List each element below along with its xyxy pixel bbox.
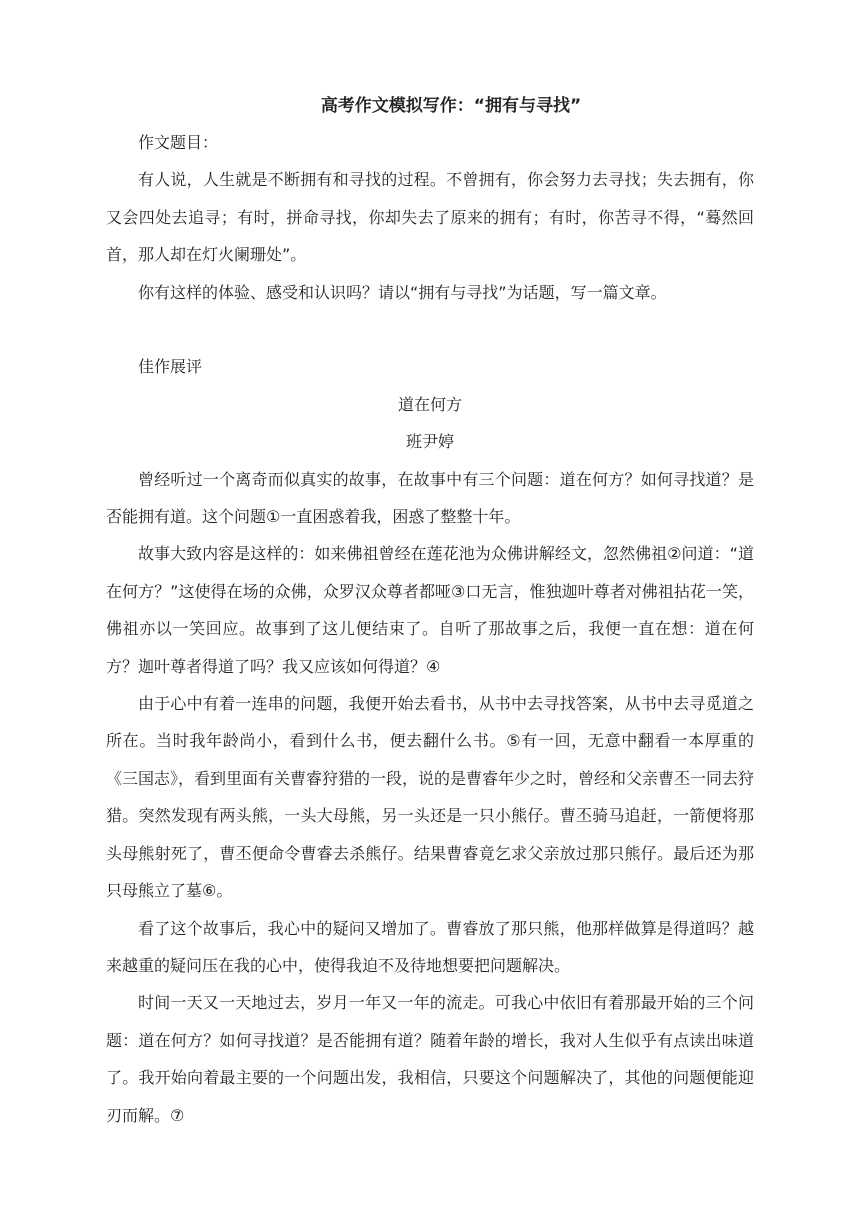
essay-paragraph-3: 由于心中有着一连串的问题，我便开始去看书，从书中去寻找答案，从书中去寻觅道之所在。当时我年龄尚小，看到什么书，便去翻什么书。⑤有一回，无意中翻看一本厚重的《三国志》，看到里面有关曹睿狩猎的一段，说的是曹睿年少之时，曾经和父亲曹丕一同去狩猎。突然发现有两头熊，一头大母熊，另一头还是一只小熊仔。曹丕骑马追赶，一箭便将那头母熊射死了，曹丕便命令曹睿去杀熊仔。结果曹睿竟乞求父亲放过那只熊仔。最后还为那只母熊立了墓⑥。 bbox=[106, 694, 755, 901]
essay-paragraph-5: 时间一天又一天地过去，岁月一年又一年的流走。可我心中依旧有着那最开始的三个问题：道在何方？如何寻找道？是否能拥有道？随着年龄的增长，我对人生似乎有点读出味道了。我开始向着最主要的一个问题出发，我相信，只要这个问题解决了，其他的问题便能迎刃而解。⑦ bbox=[106, 993, 754, 1125]
blank-line bbox=[106, 311, 754, 348]
essay-title: 道在何方 bbox=[397, 394, 462, 414]
document-title: 高考作文模拟写作：“拥有与寻找” bbox=[320, 96, 582, 116]
essay-author: 班尹婷 bbox=[405, 432, 454, 452]
prompt-paragraph-2: 你有这样的体验、感受和认识吗？请以“拥有与寻找”为话题，写一篇文章。 bbox=[138, 282, 667, 302]
prompt-paragraph-1: 有人说，人生就是不断拥有和寻找的过程。不曾拥有，你会努力去寻找；失去拥有，你又会四处去追寻；有时，拼命寻找，你却失去了原来的拥有；有时，你苦寻不得，“蓦然回首，那人却在灯火阑珊处”。 bbox=[106, 170, 754, 265]
section-label: 佳作展评 bbox=[138, 357, 203, 377]
essay-paragraph-2: 故事大致内容是这样的：如来佛祖曾经在莲花池为众佛讲解经文，忽然佛祖②问道：“道在何方？”这使得在场的众佛，众罗汉众尊者都哑③口无言，惟独迦叶尊者对佛祖拈花一笑，佛祖亦以一笑回应。故事到了这儿便结束了。自听了那故事之后，我便一直在想：道在何方？迦叶尊者得道了吗？我又应该如何得道？④ bbox=[106, 544, 754, 676]
essay-paragraph-1: 曾经听过一个离奇而似真实的故事，在故事中有三个问题：道在何方？如何寻找道？是否能拥有道。这个问题①一直困惑着我，困惑了整整十年。 bbox=[106, 469, 754, 527]
essay-paragraph-4: 看了这个故事后，我心中的疑问又增加了。曹睿放了那只熊，他那样做算是得道吗？越来越重的疑问压在我的心中，使得我迫不及待地想要把问题解决。 bbox=[106, 918, 754, 975]
document-page bbox=[106, 88, 754, 1134]
prompt-label: 作文题目： bbox=[138, 133, 219, 152]
